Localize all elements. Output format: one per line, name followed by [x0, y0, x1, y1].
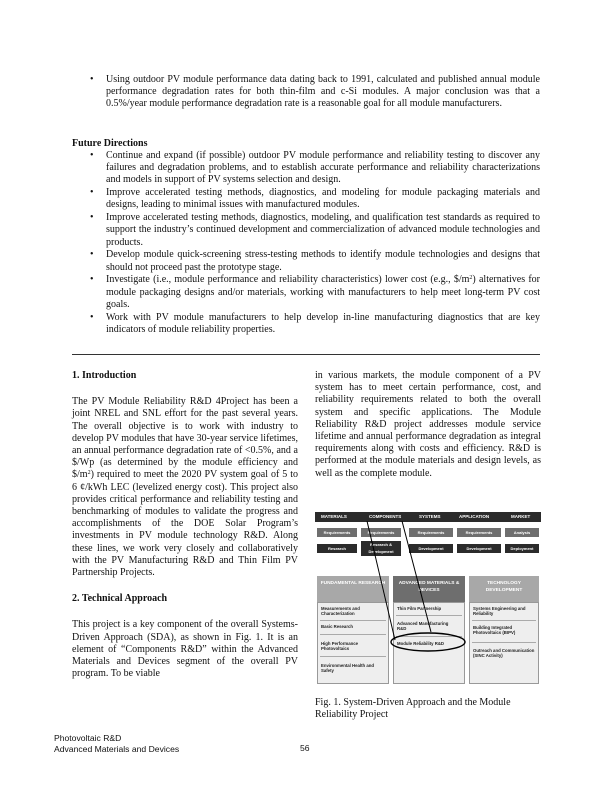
list-item: • Improve accelerated testing methods, diagnostics, modeling, and qualification test standards as required to support the industry’s continued development and commercialization of advanced module technologies and products.	[90, 212, 540, 249]
technical-approach-paragraph: This project is a key component of the overall Systems-Driven Approach (SDA), as shown in Fig. 1. It is an element of “Components R&D” within the Advanced Materials and Devices segment of the overall PV program. To be viable	[72, 619, 298, 680]
figure-item: Outreach and Communication (SINC Activity)	[473, 648, 535, 659]
figure-col-head-fundamental: FUNDAMENTAL RESEARCH	[317, 576, 389, 602]
list-item: • Develop module quick-screening stress-testing methods to identify module technologies and designs that should not proceed past the prototype stage.	[90, 249, 540, 273]
figure-label-materials: MATERIALS	[321, 514, 347, 519]
list-item-text: ) alternatives for module packaging designs and/or materials, working with manufacturers to help meet long-term PV cost goals.	[106, 274, 540, 310]
figure-dev-arrow: Development	[409, 544, 453, 553]
pointer-line	[402, 521, 431, 632]
figure-req-arrow: Requirements	[409, 528, 453, 537]
figure-req-arrow: Requirements	[317, 528, 357, 537]
figure-item: High Performance Photovoltaics	[321, 641, 359, 652]
left-column	[72, 370, 298, 680]
figure-item: Thin Film Partnership	[397, 606, 442, 611]
figure-req-arrow: Analysis	[505, 528, 539, 537]
figure-item: Environmental Health and Safety	[321, 663, 375, 674]
figure-req-arrow: Requirements	[361, 528, 401, 537]
continuation-paragraph: in various markets, the module component of a PV system has to meet certain performance, cost, and reliability requirements related to both the overall system and specific applications. The Module Reliability R&D project addresses module service lifetime and annual performance degradation as integral requirements along with costs and efficiency. R&D is performed at the module materials and design levels, as well as the complete module.	[315, 370, 541, 479]
figure-req-arrow: Requirements	[457, 528, 501, 537]
figure-dev-arrow: Development	[457, 544, 501, 553]
figure-dev-arrow: Deployment	[505, 544, 539, 553]
superscript: 2	[469, 275, 473, 282]
figure-label-market: MARKET	[511, 514, 531, 519]
section-heading-introduction: 1. Introduction	[72, 370, 137, 381]
future-directions-list	[90, 150, 540, 337]
paragraph-text: The PV Module Reliability R&D 4Project has been a joint NREL and SNL effort for the past several years. The overall objective is to work with industry to develop PV modules that have 30-year service lifetimes, an annual performance degradation rate of <0.5%, and a $/Wp (as determined by the module efficiency and $/m	[72, 396, 298, 481]
paragraph-text: ) required to meet the 2020 PV system goal of 5 to 6 ¢/kWh LEC (levelized energy cost). This project also provides critical performance and reliability testing and benchmarking of modules to validate the progress and accomplishments of the DOE Solar Program’s investments in PV module technology R&D. Along these lines, we work very closely and collaboratively with the PV Manufacturing R&D and Thin Film PV Partnership Projects.	[72, 469, 298, 579]
future-directions-heading: Future Directions	[72, 138, 148, 149]
list-item: • Work with PV module manufacturers to help develop in-line manufacturing diagnostics that are key indicators of module reliability properties.	[90, 312, 540, 336]
page-number: 56	[300, 743, 310, 753]
section-divider	[72, 354, 540, 355]
list-item: • Using outdoor PV module performance data dating back to 1991, calculated and published annual module performance degradation rates for both thin-film and c-Si modules. A major conclusion was that a 0.5%/year module performance degradation rate is a reasonable goal for all module manufacturers.	[90, 74, 540, 111]
figure-label-application: APPLICATION	[459, 514, 490, 519]
figure-col-head-advanced: ADVANCED MATERIALS & DEVICES	[393, 576, 465, 602]
figure-item: Building Integrated Photovoltaics (BIPV)	[473, 625, 516, 636]
figure-dev-arrow: Research	[317, 544, 357, 553]
figure-item: Measurements and Characterization	[321, 606, 360, 617]
introduction-paragraph	[72, 396, 298, 579]
highlight-oval	[391, 633, 465, 651]
figure-label-components: COMPONENTS	[369, 514, 402, 519]
right-column	[315, 370, 541, 480]
superscript: 2	[87, 470, 91, 477]
figure-caption: Fig. 1. System-Driven Approach and the Module Reliability Project	[315, 697, 511, 721]
figure-highlight-overlay	[315, 508, 541, 708]
figure-item: Module Reliability R&D	[397, 641, 445, 646]
figure-item: Advanced Manufacturing R&D	[397, 621, 449, 632]
figure-item: Basic Research	[321, 624, 354, 629]
figure-dev-arrow: Research & Development	[361, 541, 401, 556]
page-footer	[54, 733, 454, 754]
figure-col-head-technology: TECHNOLOGY DEVELOPMENT	[469, 576, 539, 602]
section-heading-technical-approach: 2. Technical Approach	[72, 593, 168, 605]
sda-figure	[315, 508, 541, 708]
list-item: • Continue and expand (if possible) outdoor PV module performance and reliability testing to discover any failures and degradation problems, and to establish accurate performance and reliability characterizations and models in support of PV systems selection and design.	[90, 150, 540, 187]
footer-line: Advanced Materials and Devices	[54, 743, 180, 754]
list-item	[90, 274, 540, 311]
results-bullet-list	[90, 74, 540, 111]
list-item-text: Investigate (i.e., module performance and reliability characteristics) lower cost (e.g., $/m	[106, 274, 470, 286]
figure-item: Systems Engineering and Reliability	[473, 606, 526, 617]
figure-label-systems: SYSTEMS	[419, 514, 441, 519]
footer-line: Photovoltaic R&D	[54, 733, 122, 743]
pointer-line	[367, 521, 395, 640]
list-item: • Improve accelerated testing methods, diagnostics, and modeling for module packaging materials and designs, leading to minimal issues with manufactured modules.	[90, 187, 540, 211]
